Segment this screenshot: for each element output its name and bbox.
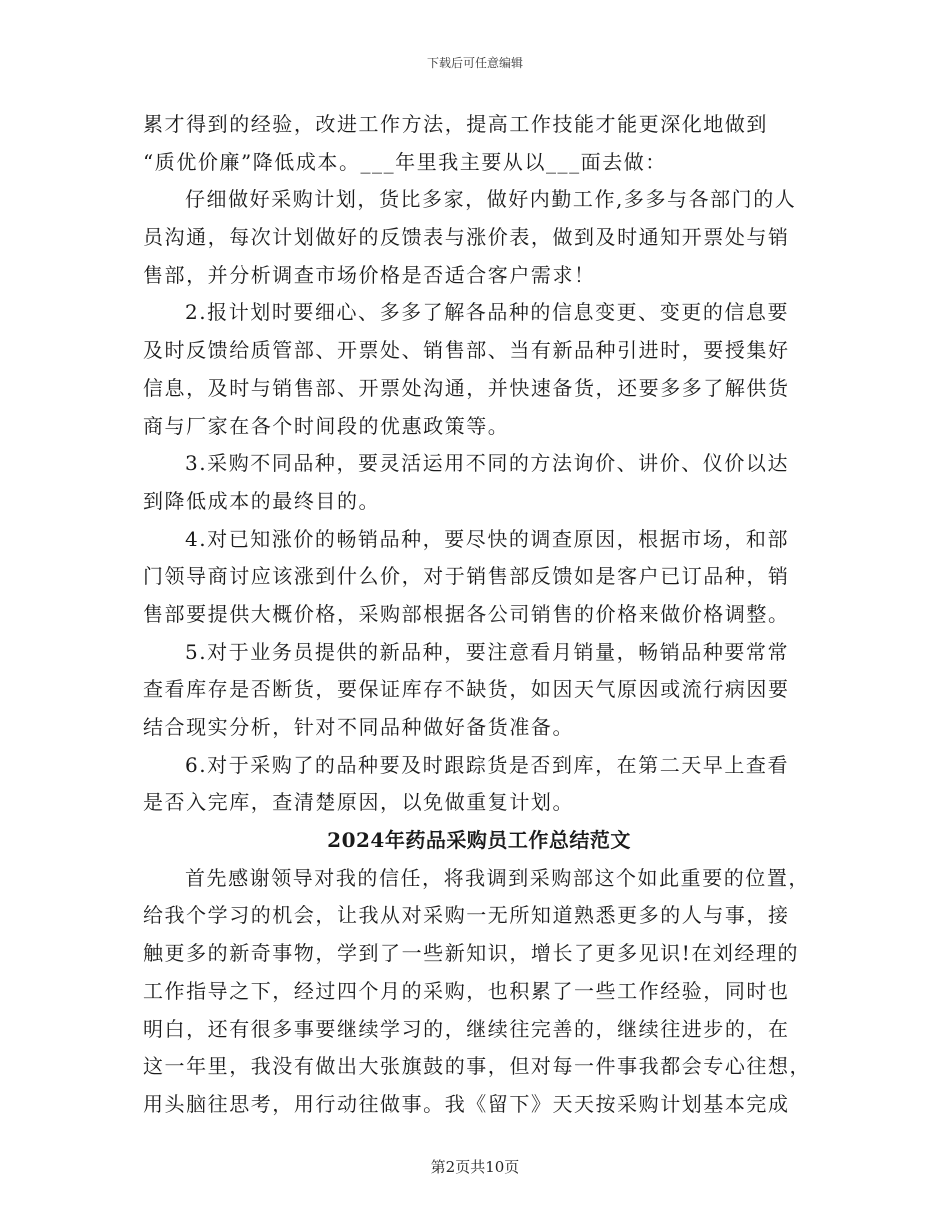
- text-line: 累才得到的经验，改进工作方法，提高工作技能才能更深化地做到: [143, 112, 768, 136]
- text-line: 是否入完库，查清楚原因，以免做重复计划。: [143, 790, 574, 815]
- text-line: 查看库存是否断货，要保证库存不缺货，如因天气原因或流行病因要: [143, 677, 790, 702]
- page-header: 下载后可任意编辑: [426, 56, 523, 70]
- text-line: “质优价廉”降低成本。___年里我主要从以___面去做：: [143, 149, 667, 174]
- text-line: 给我个学习的机会，让我从对采购一无所知道熟悉更多的人与事，接: [143, 903, 790, 928]
- text-line: 工作指导之下，经过四个月的采购，也积累了一些工作经验，同时也: [143, 978, 790, 1003]
- section-title: 2024年药品采购员工作总结范文: [327, 828, 631, 853]
- text-line: 这一年里，我没有做出大张旗鼓的事，但对每一件事我都会专心往想，: [143, 1054, 812, 1079]
- text-line: 售部，并分析调查市场价格是否适合客户需求！: [143, 262, 596, 287]
- document-body: [143, 106, 815, 1124]
- text-line: 商与厂家在各个时间段的优惠政策等。: [143, 413, 510, 438]
- text-line: 6.对于采购了的品种要及时跟踪货是否到库，在第二天早上查看: [185, 752, 790, 777]
- text-line: 触更多的新奇事物，学到了一些新知识，增长了更多见识!在刘经理的: [143, 941, 800, 966]
- text-line: 明白，还有很多事要继续学习的，继续往完善的，继续往进步的，在: [143, 1016, 790, 1041]
- text-line: 门领导商讨应该涨到什么价，对于销售部反馈如是客户已订品种，销: [143, 564, 790, 589]
- text-line: 3.采购不同品种，要灵活运用不同的方法询价、讲价、仪价以达: [185, 451, 790, 476]
- text-line: 5.对于业务员提供的新品种，要注意看月销量，畅销品种要常常: [185, 639, 790, 664]
- text-line: 首先感谢领导对我的信任，将我调到采购部这个如此重要的位置，: [185, 865, 810, 890]
- text-line: 到降低成本的最终目的。: [143, 488, 381, 513]
- text-line: 2.报计划时要细心、多多了解各品种的信息变更、变更的信息要: [185, 300, 790, 325]
- text-line: 仔细做好采购计划，货比多家，做好内勤工作,多多与各部门的人: [185, 187, 797, 212]
- text-line: 售部要提供大概价格，采购部根据各公司销售的价格来做价格调整。: [143, 601, 790, 626]
- text-line: 4.对已知涨价的畅销品种，要尽快的调查原因，根据市场，和部: [185, 526, 790, 551]
- text-line: 员沟通，每次计划做好的反馈表与涨价表，做到及时通知开票处与销: [143, 225, 790, 250]
- text-line: 用头脑往思考，用行动往做事。我《留下》天天按采购计划基本完成: [143, 1091, 790, 1116]
- page-footer: 第2页共10页: [430, 1158, 520, 1176]
- text-line: 信息，及时与销售部、开票处沟通，并快速备货，还要多多了解供货: [143, 375, 790, 400]
- text-line: 及时反馈给质管部、开票处、销售部、当有新品种引进时，要授集好: [143, 338, 790, 363]
- text-line: 结合现实分析，针对不同品种做好备货准备。: [143, 715, 574, 739]
